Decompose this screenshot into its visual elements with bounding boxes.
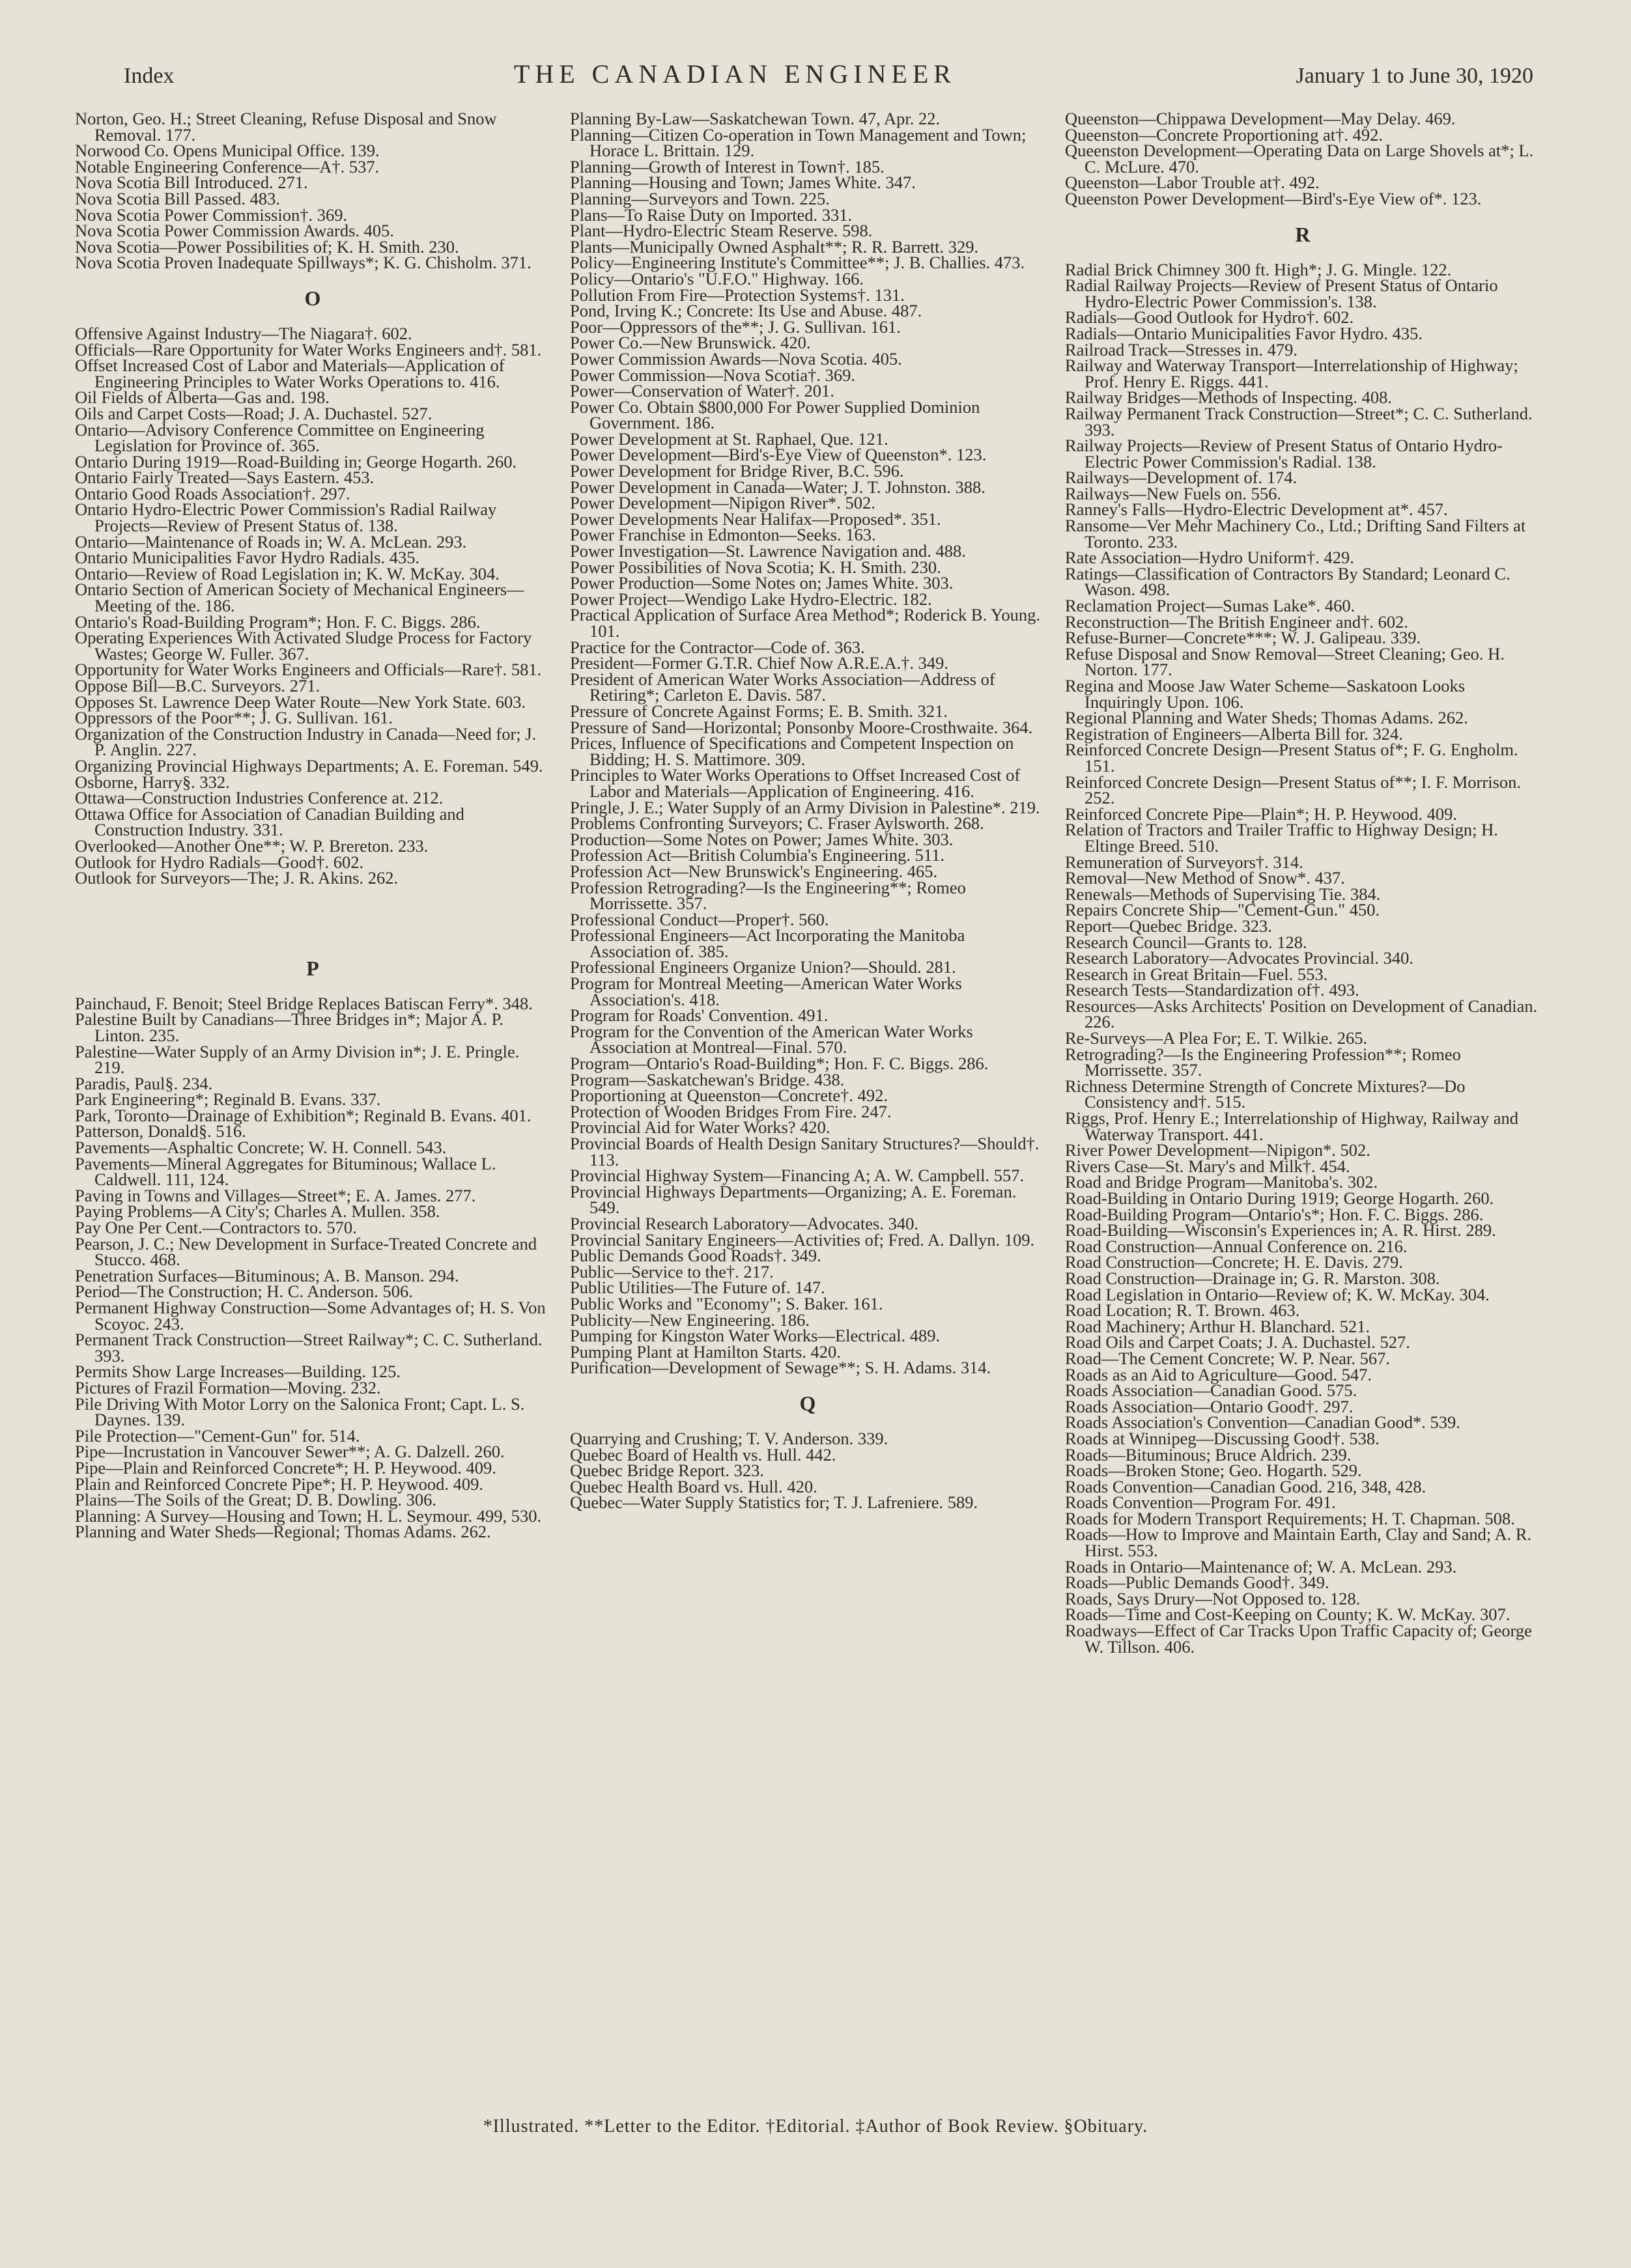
index-entry: Norwood Co. Opens Municipal Office. 139. [75,141,380,161]
index-entry: Roads, Says Drury—Not Opposed to. 128. [1065,1588,1361,1608]
index-entry: Railroad Track—Stresses in. 479. [1065,339,1298,359]
index-entry: Power Production—Some Notes on; James White. 303. [570,573,954,593]
index-entry: Power Development at St. Raphael, Que. 121. [570,428,888,449]
index-entry: Road Machinery; Arthur H. Blanchard. 521. [1065,1316,1370,1336]
index-entry: Railways—Development of. 174. [1065,468,1298,488]
index-entry: Power Commission Awards—Nova Scotia. 405. [570,348,902,369]
index-entry: Plant—Hydro-Electric Steam Reserve. 598. [570,221,873,241]
index-entry: Plants—Municipally Owned Asphalt**; R. R. Barrett. 329. [570,236,979,257]
index-entry: Plain and Reinforced Concrete Pipe*; H. P. Heywood. 409. [75,1474,484,1494]
index-entry: Public—Service to the†. 217. [570,1261,774,1281]
index-entry: Production—Some Notes on Power; James White. 303. [570,829,954,849]
index-entry: Radials—Good Outlook for Hydro†. 602. [1065,307,1354,328]
index-entry: Pavements—Asphaltic Concrete; W. H. Connell. 543. [75,1138,447,1158]
index-entry: Refuse-Burner—Concrete***; W. J. Galipeau. 339. [1065,628,1421,648]
index-entry: Road Oils and Carpet Coats; J. A. Duchastel. 527. [1065,1332,1410,1352]
index-entry: Norton, Geo. H.; Street Cleaning, Refuse Disposal and Snow Removal. 177. [75,109,497,145]
index-entry: Pollution From Fire—Protection Systems†. 131. [570,285,905,305]
index-entry: Palestine Built by Canadians—Three Bridges in*; Major A. P. Linton. 235. [75,1009,504,1045]
index-entry: Nova Scotia Bill Introduced. 271. [75,173,308,193]
index-entry: Planning—Citizen Co-operation in Town Management and Town; Horace L. Brittain. 129. [570,124,1027,161]
index-entry: Relation of Tractors and Trailer Traffic to Highway Design; H. Eltinge Breed. 510. [1065,820,1498,856]
index-entry: Profession Act—New Brunswick's Engineering. 465. [570,861,938,881]
index-entry: Planning—Surveyors and Town. 225. [570,188,830,208]
index-entry: Power Development—Bird's-Eye View of Queenston*. 123. [570,445,987,465]
index-entry: Remuneration of Surveyors†. 314. [1065,852,1303,872]
index-entry: Road-Building in Ontario During 1919; George Hogarth. 260. [1065,1188,1494,1208]
index-entry: Richness Determine Strength of Concrete Mixtures?—Do Consistency and†. 515. [1065,1076,1466,1112]
index-column-1 [75,111,550,1540]
index-entry: Provincial Sanitary Engineers—Activities of; Fred. A. Dallyn. 109. [570,1229,1035,1250]
index-entry: Retrograding?—Is the Engineering Profession**; Romeo Morrissette. 357. [1065,1044,1461,1080]
index-entry: Roads at Winnipeg—Discussing Good†. 538. [1065,1428,1380,1448]
index-entry: Road Construction—Concrete; H. E. Davis. 279. [1065,1252,1403,1272]
index-entry: Roads Convention—Program For. 491. [1065,1492,1336,1513]
index-entry: Quebec Health Board vs. Hull. 420. [570,1476,817,1496]
index-entry: Power Co.—New Brunswick. 420. [570,333,811,353]
index-entry: Osborne, Harry§. 332. [75,772,230,792]
index-entry: Opposes St. Lawrence Deep Water Route—New York State. 603. [75,692,526,712]
index-entry: Pavements—Mineral Aggregates for Bituminous; Wallace L. Caldwell. 111, 124. [75,1153,496,1190]
index-entry: Offensive Against Industry—The Niagara†. 602. [75,323,412,343]
index-entry: Refuse Disposal and Snow Removal—Street Cleaning; Geo. H. Norton. 177. [1065,643,1505,680]
index-entry: Nova Scotia Power Commission†. 369. [75,204,348,225]
index-entry: Provincial Research Laboratory—Advocates. 340. [570,1213,918,1233]
index-entry: Regina and Moose Jaw Water Scheme—Saskatoon Looks Inquiringly Upon. 106. [1065,676,1466,712]
index-entry: Oil Fields of Alberta—Gas and. 198. [75,387,330,408]
index-entry: Ontario Hydro-Electric Power Commission's Radial Railway Projects—Review of Present Status of. 138. [75,499,497,536]
index-entry: Ontario—Advisory Conference Committee on Engineering Legislation for Province of. 365. [75,419,485,456]
index-entry: Roads—Public Demands Good†. 349. [1065,1573,1329,1593]
index-entry: Ontario Fairly Treated—Says Eastern. 453. [75,468,375,488]
index-entry: Ontario During 1919—Road-Building in; George Hogarth. 260. [75,451,517,471]
index-entry: Plains—The Soils of the Great; D. B. Dowling. 306. [75,1490,436,1510]
index-entry: Period—The Construction; H. C. Anderson. 506. [75,1281,413,1302]
index-entry: Ontario Good Roads Association†. 297. [75,483,350,503]
index-entry: President of American Water Works Association—Address of Retiring*; Carleton E. Davis. 587. [570,669,995,705]
index-entry: Research in Great Britain—Fuel. 553. [1065,964,1328,984]
index-entry: Pipe—Incrustation in Vancouver Sewer**; A. G. Dalzell. 260. [75,1442,505,1462]
index-label: Index [124,64,175,88]
index-entry: Pearson, J. C.; New Development in Surface-Treated Concrete and Stucco. 468. [75,1233,537,1270]
index-entry: Penetration Surfaces—Bituminous; A. B. Manson. 294. [75,1265,459,1285]
index-entry: Rate Association—Hydro Uniform†. 429. [1065,548,1354,568]
index-entry: Roads in Ontario—Maintenance of; W. A. McLean. 293. [1065,1556,1457,1576]
index-entry: Roads—How to Improve and Maintain Earth, Clay and Sand; A. R. Hirst. 553. [1065,1524,1532,1561]
index-entry: Policy—Engineering Institute's Committee**; J. B. Challies. 473. [570,253,1025,273]
index-entry: Poor—Oppressors of the**; J. G. Sullivan. 161. [570,316,901,337]
index-entry: Resources—Asks Architects' Position on Development of Canadian. 226. [1065,996,1538,1032]
index-entry: Research Tests—Standardization of†. 493. [1065,980,1359,1000]
index-entry: Publicity—New Engineering. 186. [570,1309,810,1330]
index-entry: Nova Scotia Power Commission Awards. 405. [75,221,395,241]
index-entry: Professional Conduct—Proper†. 560. [570,909,829,929]
index-entry: Queenston—Labor Trouble at†. 492. [1065,173,1320,193]
index-entry: Ontario's Road-Building Program*; Hon. F. C. Biggs. 286. [75,611,481,632]
index-entry: Planning and Water Sheds—Regional; Thomas Adams. 262. [75,1522,491,1542]
index-entry: Provincial Aid for Water Works? 420. [570,1117,830,1138]
index-entry: Paving in Towns and Villages—Street*; E. A. James. 277. [75,1185,476,1205]
index-entry: Power—Conservation of Water†. 201. [570,381,834,401]
index-entry: Road and Bridge Program—Manitoba's. 302. [1065,1172,1378,1192]
index-entry: Reclamation Project—Sumas Lake*. 460. [1065,596,1355,616]
index-entry: Roadways—Effect of Car Tracks Upon Traffic Capacity of; George W. Tillson. 406. [1065,1621,1532,1657]
index-entry: Road Construction—Annual Conference on. 216. [1065,1236,1408,1256]
index-entry: Reinforced Concrete Design—Present Status of*; F. G. Engholm. 151. [1065,740,1518,776]
index-entry: Overlooked—Another One**; W. P. Brereton. 233. [75,835,429,856]
index-entry: Reinforced Concrete Design—Present Status of**; I. F. Morrison. 252. [1065,772,1522,808]
index-entry: Policy—Ontario's "U.F.O." Highway. 166. [570,268,864,288]
index-entry: Oppose Bill—B.C. Surveyors. 271. [75,676,320,695]
page-header [124,59,1533,98]
index-entry: Report—Quebec Bridge. 323. [1065,916,1272,936]
index-entry: Principles to Water Works Operations to Offset Increased Cost of Labor and Materials—Application of Engineering. 416. [570,765,1021,801]
index-entry: Palestine—Water Supply of an Army Division in*; J. E. Pringle. 219. [75,1041,520,1078]
index-entry: Road-Building—Wisconsin's Experiences in; A. R. Hirst. 289. [1065,1220,1496,1240]
index-entry: Railway Projects—Review of Present Status of Ontario Hydro-Electric Power Commission's Radial. 138. [1065,436,1503,471]
index-entry: Professional Engineers Organize Union?—Should. 281. [570,957,956,977]
index-entry: Quebec Board of Health vs. Hull. 442. [570,1444,836,1464]
index-entry: Problems Confronting Surveyors; C. Fraser Aylsworth. 268. [570,813,984,833]
index-entry: Roads—Broken Stone; Geo. Hogarth. 529. [1065,1461,1362,1481]
index-entry: Notable Engineering Conference—A†. 537. [75,156,380,176]
index-entry: Ontario—Review of Road Legislation in; K. W. McKay. 304. [75,563,500,583]
index-entry: Pipe—Plain and Reinforced Concrete*; H. P. Heywood. 409. [75,1457,496,1477]
index-entry: Power Commission—Nova Scotia†. 369. [570,365,855,385]
index-entry: Queenston Power Development—Bird's-Eye View of*. 123. [1065,188,1482,208]
index-entry: President—Former G.T.R. Chief Now A.R.E.A.†. 349. [570,653,948,673]
index-entry: Ottawa—Construction Industries Conference at. 212. [75,788,444,808]
index-entry: Opportunity for Water Works Engineers and Officials—Rare†. 581. [75,660,542,680]
index-entry: Power Development in Canada—Water; J. T. Johnston. 388. [570,477,986,497]
index-entry: Pay One Per Cent.—Contractors to. 570. [75,1218,357,1238]
index-column-3 [1065,111,1540,1655]
index-entry: Paying Problems—A City's; Charles A. Mullen. 358. [75,1201,440,1222]
date-range: January 1 to June 30, 1920 [1296,64,1533,88]
index-entry: Planning—Growth of Interest in Town†. 185. [570,156,885,176]
index-entry: Permanent Track Construction—Street Railway*; C. C. Sutherland. 393. [75,1330,543,1365]
index-entry: Railways—New Fuels on. 556. [1065,483,1281,503]
section-letter-heading: P [306,956,319,980]
index-entry: Outlook for Hydro Radials—Good†. 602. [75,852,364,872]
index-entry: Research Laboratory—Advocates Provincial. 340. [1065,948,1413,968]
index-entry: Ranney's Falls—Hydro-Electric Development at*. 457. [1065,499,1448,520]
index-entry: Planning—Housing and Town; James White. 347. [570,173,916,193]
index-entry: Provincial Highways Departments—Organizing; A. E. Foreman. 549. [570,1181,1017,1218]
index-entry: Program for the Convention of the American Water Works Association at Montreal—Final. 570. [570,1021,973,1057]
index-entry: Permanent Highway Construction—Some Advantages of; H. S. Von Scoyoc. 243. [75,1298,546,1334]
index-entry: Re-Surveys—A Plea For; E. T. Wilkie. 265. [1065,1028,1368,1048]
journal-title: THE CANADIAN ENGINEER [513,59,956,89]
index-entry: Renewals—Methods of Supervising Tie. 384. [1065,884,1381,904]
index-entry: Pond, Irving K.; Concrete: Its Use and Abuse. 487. [570,301,922,321]
index-entry: Public Demands Good Roads†. 349. [570,1246,821,1266]
index-entry: Pressure of Sand—Horizontal; Ponsonby Moore-Crosthwaite. 364. [570,717,1033,737]
index-entry: Professional Engineers—Act Incorporating the Manitoba Association of. 385. [570,925,965,961]
index-entry: Permits Show Large Increases—Building. 125. [75,1362,401,1382]
index-entry: Ontario Section of American Society of Mechanical Engineers—Meeting of the. 186. [75,580,524,616]
index-entry: Paradis, Paul§. 234. [75,1073,213,1093]
index-entry: Roads—Bituminous; Bruce Aldrich. 239. [1065,1444,1352,1464]
index-entry: Proportioning at Queenston—Concrete†. 492. [570,1085,888,1106]
index-entry: Roads—Time and Cost-Keeping on County; K. W. McKay. 307. [1065,1604,1510,1625]
section-letter-heading: R [1295,222,1311,246]
index-entry: Nova Scotia—Power Possibilities of; K. H. Smith. 230. [75,236,459,257]
index-entry: Ontario—Maintenance of Roads in; W. A. McLean. 293. [75,531,467,552]
index-entry: Provincial Boards of Health Design Sanitary Structures?—Should†. 113. [570,1134,1040,1169]
index-entry: River Power Development—Nipigon*. 502. [1065,1140,1370,1160]
index-entry: Practice for the Contractor—Code of. 363. [570,637,865,657]
index-entry: Queenston—Concrete Proportioning at†. 492. [1065,124,1383,145]
index-entry: Repairs Concrete Ship—"Cement-Gun." 450. [1065,900,1380,920]
index-entry: Outlook for Surveyors—The; J. R. Akins. 262. [75,868,399,888]
index-entry: Protection of Wooden Bridges From Fire. 247. [570,1101,892,1121]
index-entry: Pile Protection—"Cement-Gun" for. 514. [75,1425,360,1446]
index-entry: Prices, Influence of Specifications and Competent Inspection on Bidding; H. S. Mattimore. 309. [570,733,1014,769]
index-entry: Pile Driving With Motor Lorry on the Salonica Front; Capt. L. S. Daynes. 139. [75,1393,525,1430]
index-entry: Oppressors of the Poor**; J. G. Sullivan. 161. [75,708,393,728]
index-entry: Power Co. Obtain $800,000 For Power Supplied Dominion Government. 186. [570,397,980,433]
index-entry: Road-Building Program—Ontario's*; Hon. F. C. Biggs. 286. [1065,1204,1484,1224]
index-entry: Road Location; R. T. Brown. 463. [1065,1300,1300,1321]
index-entry: Program—Saskatchewan's Bridge. 438. [570,1069,845,1089]
index-entry: Nova Scotia Bill Passed. 483. [75,188,281,208]
index-entry: Queenston—Chippawa Development—May Delay. 469. [1065,109,1456,128]
index-entry: Riggs, Prof. Henry E.; Interrelationship of Highway, Railway and Waterway Transport. 441. [1065,1108,1518,1144]
index-entry: Officials—Rare Opportunity for Water Works Engineers and†. 581. [75,339,542,359]
section-letter-heading: O [304,286,321,310]
index-entry: Power Franchise in Edmonton—Seeks. 163. [570,525,876,545]
index-entry: Roads Association—Canadian Good. 575. [1065,1380,1357,1401]
index-entry: Pictures of Frazil Formation—Moving. 232. [75,1377,381,1397]
index-entry: Reconstruction—The British Engineer and†. 602. [1065,611,1408,632]
index-entry: Roads Association—Ontario Good†. 297. [1065,1396,1354,1416]
index-entry: Railway and Waterway Transport—Interrelationship of Highway; Prof. Henry E. Riggs. 441. [1065,356,1518,391]
legend-footnote: *Illustrated. **Letter to the Editor. †Editorial. ‡Author of Book Review. §Obituary. [483,2116,1148,2136]
index-entry: Planning: A Survey—Housing and Town; H. L. Seymour. 499, 530. [75,1505,542,1526]
index-entry: Power Investigation—St. Lawrence Navigation and. 488. [570,541,966,561]
index-entry: Profession Act—British Columbia's Engineering. 511. [570,845,944,865]
index-entry: Quebec—Water Supply Statistics for; T. J. Lafreniere. 589. [570,1492,978,1513]
index-entry: Public Utilities—The Future of. 147. [570,1278,825,1298]
index-entry: Painchaud, F. Benoit; Steel Bridge Replaces Batiscan Ferry*. 348. [75,993,533,1013]
index-entry: Ransome—Ver Mehr Machinery Co., Ltd.; Drifting Sand Filters at Toronto. 233. [1065,516,1526,552]
index-entry: Roads Association's Convention—Canadian Good*. 539. [1065,1412,1460,1433]
index-entry: Oils and Carpet Costs—Road; J. A. Duchastel. 527. [75,403,433,423]
index-entry: Program for Roads' Convention. 491. [570,1005,829,1026]
index-entry: Radial Brick Chimney 300 ft. High*; J. G. Mingle. 122. [1065,259,1452,279]
index-entry: Power Development—Nipigon River*. 502. [570,493,875,513]
index-entry: Organization of the Construction Industry in Canada—Need for; J. P. Anglin. 227. [75,723,537,760]
index-entry: Road Legislation in Ontario—Review of; K. W. McKay. 304. [1065,1284,1490,1304]
index-entry: Provincial Highway System—Financing A; A. W. Campbell. 557. [570,1166,1025,1186]
index-entry: Registration of Engineers—Alberta Bill for. 324. [1065,723,1403,744]
index-entry: Public Works and "Economy"; S. Baker. 161. [570,1293,883,1313]
index-entry: Quarrying and Crushing; T. V. Anderson. 339. [570,1428,888,1448]
index-entry: Removal—New Method of Snow*. 437. [1065,868,1345,888]
index-entry: Ontario Municipalities Favor Hydro Radials. 435. [75,548,420,568]
index-entry: Roads for Modern Transport Requirements; H. T. Chapman. 508. [1065,1508,1515,1528]
index-entry: Practical Application of Surface Area Method*; Roderick B. Young. 101. [570,605,1040,641]
index-column-2 [570,111,1045,1511]
index-entry: Power Development for Bridge River, B.C. 596. [570,461,904,481]
index-entry: Pumping for Kingston Water Works—Electrical. 489. [570,1326,941,1346]
index-entry: Plans—To Raise Duty on Imported. 331. [570,204,853,225]
index-entry: Profession Retrograding?—Is the Engineering**; Romeo Morrissette. 357. [570,877,966,914]
index-entry: Program—Ontario's Road-Building*; Hon. F. C. Biggs. 286. [570,1054,989,1074]
index-entry: Planning By-Law—Saskatchewan Town. 47, Apr. 22. [570,109,941,128]
index-entry: Railway Permanent Track Construction—Street*; C. C. Sutherland. 393. [1065,403,1533,440]
index-entry: Power Project—Wendigo Lake Hydro-Electric. 182. [570,589,932,609]
index-entry: Road Construction—Drainage in; G. R. Marston. 308. [1065,1268,1440,1288]
index-entry: Park, Toronto—Drainage of Exhibition*; Reginald B. Evans. 401. [75,1105,532,1125]
index-entry: Operating Experiences With Activated Sludge Process for Factory Wastes; George W. Fuller. 367. [75,628,532,664]
index-entry: Park Engineering*; Reginald B. Evans. 337. [75,1089,381,1110]
index-entry: Nova Scotia Proven Inadequate Spillways*; K. G. Chisholm. 371. [75,253,532,273]
index-entry: Purification—Development of Sewage**; S. H. Adams. 314. [570,1358,991,1378]
index-entry: Radial Railway Projects—Review of Present Status of Ontario Hydro-Electric Power Commission's. 138. [1065,275,1498,311]
index-entry: Power Possibilities of Nova Scotia; K. H. Smith. 230. [570,557,941,577]
section-letter-heading: Q [799,1391,816,1415]
section-spacer [75,886,550,941]
index-entry: Pringle, J. E.; Water Supply of an Army Division in Palestine*. 219. [570,797,1040,817]
index-entry: Road—The Cement Concrete; W. P. Near. 567. [1065,1348,1390,1368]
index-entry: Pumping Plant at Hamilton Starts. 420. [570,1341,841,1362]
index-entry: Reinforced Concrete Pipe—Plain*; H. P. Heywood. 409. [1065,804,1458,824]
index-entry: Radials—Ontario Municipalities Favor Hydro. 435. [1065,323,1423,343]
index-entry: Ratings—Classification of Contractors By Standard; Leonard C. Wason. 498. [1065,563,1510,600]
index-entry: Railway Bridges—Methods of Inspecting. 408. [1065,387,1392,408]
index-entry: Pressure of Concrete Against Forms; E. B. Smith. 321. [570,701,948,721]
index-entry: Queenston Development—Operating Data on Large Shovels at*; L. C. McLure. 470. [1065,141,1534,176]
index-entry: Quebec Bridge Report. 323. [570,1461,765,1481]
index-entry: Rivers Case—St. Mary's and Milk†. 454. [1065,1156,1350,1176]
index-entry: Research Council—Grants to. 128. [1065,932,1307,952]
index-entry: Organizing Provincial Highways Departments; A. E. Foreman. 549. [75,755,543,776]
index-entry: Roads as an Aid to Agriculture—Good. 547. [1065,1364,1372,1384]
index-entry: Ottawa Office for Association of Canadian Building and Construction Industry. 331. [75,804,464,840]
index-entry: Program for Montreal Meeting—American Water Works Association's. 418. [570,973,962,1009]
index-entry: Power Developments Near Halifax—Proposed*. 351. [570,509,941,529]
index-entry: Offset Increased Cost of Labor and Materials—Application of Engineering Principles to Water Works Operations to. 416. [75,356,505,391]
index-entry: Regional Planning and Water Sheds; Thomas Adams. 262. [1065,708,1468,728]
index-entry: Patterson, Donald§. 516. [75,1121,246,1141]
index-entry: Roads Convention—Canadian Good. 216, 348, 428. [1065,1476,1426,1496]
